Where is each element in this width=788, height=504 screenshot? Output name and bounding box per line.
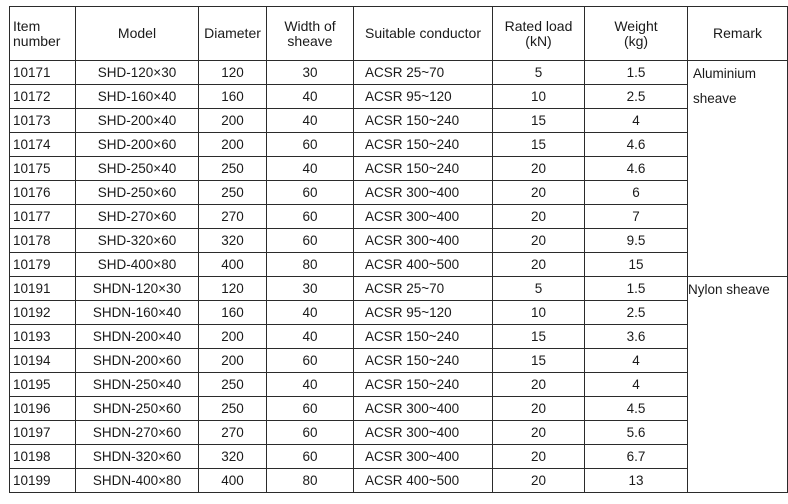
cell-conductor: ACSR 300~400 [354, 421, 493, 445]
header-width-of-sheave: Width of sheave [267, 7, 354, 61]
cell-model: SHD-400×80 [76, 253, 199, 277]
cell-item-number: 10194 [10, 349, 76, 373]
cell-diameter: 120 [199, 277, 267, 301]
cell-model: SHDN-200×40 [76, 325, 199, 349]
cell-item-number: 10175 [10, 157, 76, 181]
cell-conductor: ACSR 300~400 [354, 205, 493, 229]
cell-diameter: 200 [199, 325, 267, 349]
cell-rated-load: 15 [493, 133, 585, 157]
cell-model: SHDN-160×40 [76, 301, 199, 325]
remark-line: Nylon sheave [688, 282, 770, 297]
cell-model: SHDN-400×80 [76, 469, 199, 493]
table-row [10, 397, 788, 421]
table-row [10, 157, 788, 181]
table-row [10, 325, 788, 349]
cell-width: 60 [267, 349, 354, 373]
cell-weight: 2.5 [585, 301, 688, 325]
cell-width: 40 [267, 157, 354, 181]
cell-model: SHDN-270×60 [76, 421, 199, 445]
cell-conductor: ACSR 300~400 [354, 181, 493, 205]
cell-rated-load: 10 [493, 301, 585, 325]
cell-weight: 7 [585, 205, 688, 229]
cell-model: SHDN-120×30 [76, 277, 199, 301]
table-row [10, 373, 788, 397]
table-row [10, 133, 788, 157]
cell-width: 60 [267, 229, 354, 253]
cell-diameter: 250 [199, 397, 267, 421]
cell-conductor: ACSR 300~400 [354, 229, 493, 253]
cell-width: 60 [267, 445, 354, 469]
cell-model: SHD-250×40 [76, 157, 199, 181]
cell-model: SHD-270×60 [76, 205, 199, 229]
header-model: Model [76, 7, 199, 61]
cell-item-number: 10177 [10, 205, 76, 229]
cell-conductor: ACSR 150~240 [354, 349, 493, 373]
cell-weight: 3.6 [585, 325, 688, 349]
cell-item-number: 10191 [10, 277, 76, 301]
cell-width: 60 [267, 133, 354, 157]
cell-conductor: ACSR 95~120 [354, 301, 493, 325]
cell-weight: 1.5 [585, 61, 688, 85]
cell-width: 60 [267, 421, 354, 445]
cell-weight: 15 [585, 253, 688, 277]
cell-conductor: ACSR 300~400 [354, 397, 493, 421]
header-suitable-conductor: Suitable conductor [354, 7, 493, 61]
cell-diameter: 200 [199, 109, 267, 133]
cell-model: SHDN-200×60 [76, 349, 199, 373]
cell-width: 40 [267, 85, 354, 109]
cell-rated-load: 5 [493, 277, 585, 301]
cell-diameter: 400 [199, 469, 267, 493]
table-row [10, 421, 788, 445]
table-row [10, 85, 788, 109]
cell-width: 30 [267, 61, 354, 85]
cell-item-number: 10192 [10, 301, 76, 325]
cell-rated-load: 15 [493, 349, 585, 373]
cell-weight: 5.6 [585, 421, 688, 445]
table-row [10, 349, 788, 373]
cell-conductor: ACSR 400~500 [354, 253, 493, 277]
cell-item-number: 10195 [10, 373, 76, 397]
cell-diameter: 320 [199, 445, 267, 469]
table-row [10, 205, 788, 229]
cell-item-number: 10178 [10, 229, 76, 253]
cell-model: SHDN-250×60 [76, 397, 199, 421]
cell-weight: 4.6 [585, 133, 688, 157]
cell-conductor: ACSR 150~240 [354, 325, 493, 349]
header-rated-load: Rated load (kN) [493, 7, 585, 61]
cell-width: 40 [267, 373, 354, 397]
table-row [10, 181, 788, 205]
table-row [10, 253, 788, 277]
table-row [10, 277, 788, 301]
cell-conductor: ACSR 150~240 [354, 109, 493, 133]
cell-conductor: ACSR 25~70 [354, 61, 493, 85]
cell-item-number: 10193 [10, 325, 76, 349]
cell-width: 60 [267, 181, 354, 205]
cell-weight: 6.7 [585, 445, 688, 469]
cell-width: 80 [267, 253, 354, 277]
cell-remark [688, 277, 788, 493]
cell-conductor: ACSR 150~240 [354, 133, 493, 157]
cell-model: SHD-200×60 [76, 133, 199, 157]
cell-rated-load: 5 [493, 61, 585, 85]
cell-model: SHD-160×40 [76, 85, 199, 109]
cell-width: 40 [267, 301, 354, 325]
cell-width: 30 [267, 277, 354, 301]
cell-rated-load: 20 [493, 469, 585, 493]
cell-rated-load: 20 [493, 421, 585, 445]
cell-weight: 4 [585, 349, 688, 373]
table-row [10, 445, 788, 469]
cell-rated-load: 15 [493, 109, 585, 133]
cell-diameter: 400 [199, 253, 267, 277]
cell-weight: 4 [585, 373, 688, 397]
cell-rated-load: 20 [493, 229, 585, 253]
table-row [10, 301, 788, 325]
cell-rated-load: 20 [493, 205, 585, 229]
header-diameter: Diameter [199, 7, 267, 61]
cell-item-number: 10171 [10, 61, 76, 85]
header-row [10, 7, 788, 61]
remark-line: sheave [693, 91, 737, 106]
cell-rated-load: 20 [493, 181, 585, 205]
cell-weight: 13 [585, 469, 688, 493]
cell-conductor: ACSR 400~500 [354, 469, 493, 493]
cell-item-number: 10196 [10, 397, 76, 421]
cell-conductor: ACSR 150~240 [354, 373, 493, 397]
cell-rated-load: 20 [493, 373, 585, 397]
cell-rated-load: 20 [493, 253, 585, 277]
remark-line: Aluminium [693, 66, 757, 81]
cell-model: SHD-250×60 [76, 181, 199, 205]
cell-rated-load: 20 [493, 445, 585, 469]
cell-weight: 4.5 [585, 397, 688, 421]
cell-conductor: ACSR 150~240 [354, 157, 493, 181]
sheave-spec-table [9, 6, 788, 493]
table-body [10, 61, 788, 493]
cell-width: 40 [267, 325, 354, 349]
cell-weight: 6 [585, 181, 688, 205]
cell-diameter: 250 [199, 157, 267, 181]
cell-diameter: 200 [199, 349, 267, 373]
cell-model: SHDN-320×60 [76, 445, 199, 469]
cell-rated-load: 20 [493, 157, 585, 181]
cell-diameter: 120 [199, 61, 267, 85]
cell-item-number: 10173 [10, 109, 76, 133]
cell-model: SHD-200×40 [76, 109, 199, 133]
cell-item-number: 10199 [10, 469, 76, 493]
cell-weight: 1.5 [585, 277, 688, 301]
cell-diameter: 200 [199, 133, 267, 157]
cell-weight: 9.5 [585, 229, 688, 253]
cell-weight: 4.6 [585, 157, 688, 181]
cell-diameter: 320 [199, 229, 267, 253]
table-row [10, 109, 788, 133]
cell-item-number: 10197 [10, 421, 76, 445]
cell-rated-load: 10 [493, 85, 585, 109]
cell-rated-load: 15 [493, 325, 585, 349]
cell-width: 80 [267, 469, 354, 493]
cell-diameter: 160 [199, 85, 267, 109]
cell-model: SHD-320×60 [76, 229, 199, 253]
header-weight: Weight (kg) [585, 7, 688, 61]
cell-item-number: 10179 [10, 253, 76, 277]
cell-item-number: 10176 [10, 181, 76, 205]
cell-model: SHDN-250×40 [76, 373, 199, 397]
spec-table-wrapper [9, 6, 788, 493]
cell-item-number: 10172 [10, 85, 76, 109]
cell-weight: 4 [585, 109, 688, 133]
cell-diameter: 160 [199, 301, 267, 325]
table-row [10, 61, 788, 85]
cell-width: 60 [267, 397, 354, 421]
cell-width: 60 [267, 205, 354, 229]
cell-item-number: 10174 [10, 133, 76, 157]
cell-conductor: ACSR 300~400 [354, 445, 493, 469]
cell-diameter: 270 [199, 205, 267, 229]
cell-conductor: ACSR 95~120 [354, 85, 493, 109]
cell-width: 40 [267, 109, 354, 133]
cell-remark [688, 61, 788, 277]
cell-model: SHD-120×30 [76, 61, 199, 85]
cell-diameter: 270 [199, 421, 267, 445]
table-row [10, 229, 788, 253]
cell-diameter: 250 [199, 181, 267, 205]
cell-conductor: ACSR 25~70 [354, 277, 493, 301]
cell-item-number: 10198 [10, 445, 76, 469]
cell-weight: 2.5 [585, 85, 688, 109]
header-remark: Remark [688, 7, 788, 61]
header-item-number: Item number [10, 7, 76, 61]
cell-diameter: 250 [199, 373, 267, 397]
cell-rated-load: 20 [493, 397, 585, 421]
table-row [10, 469, 788, 493]
